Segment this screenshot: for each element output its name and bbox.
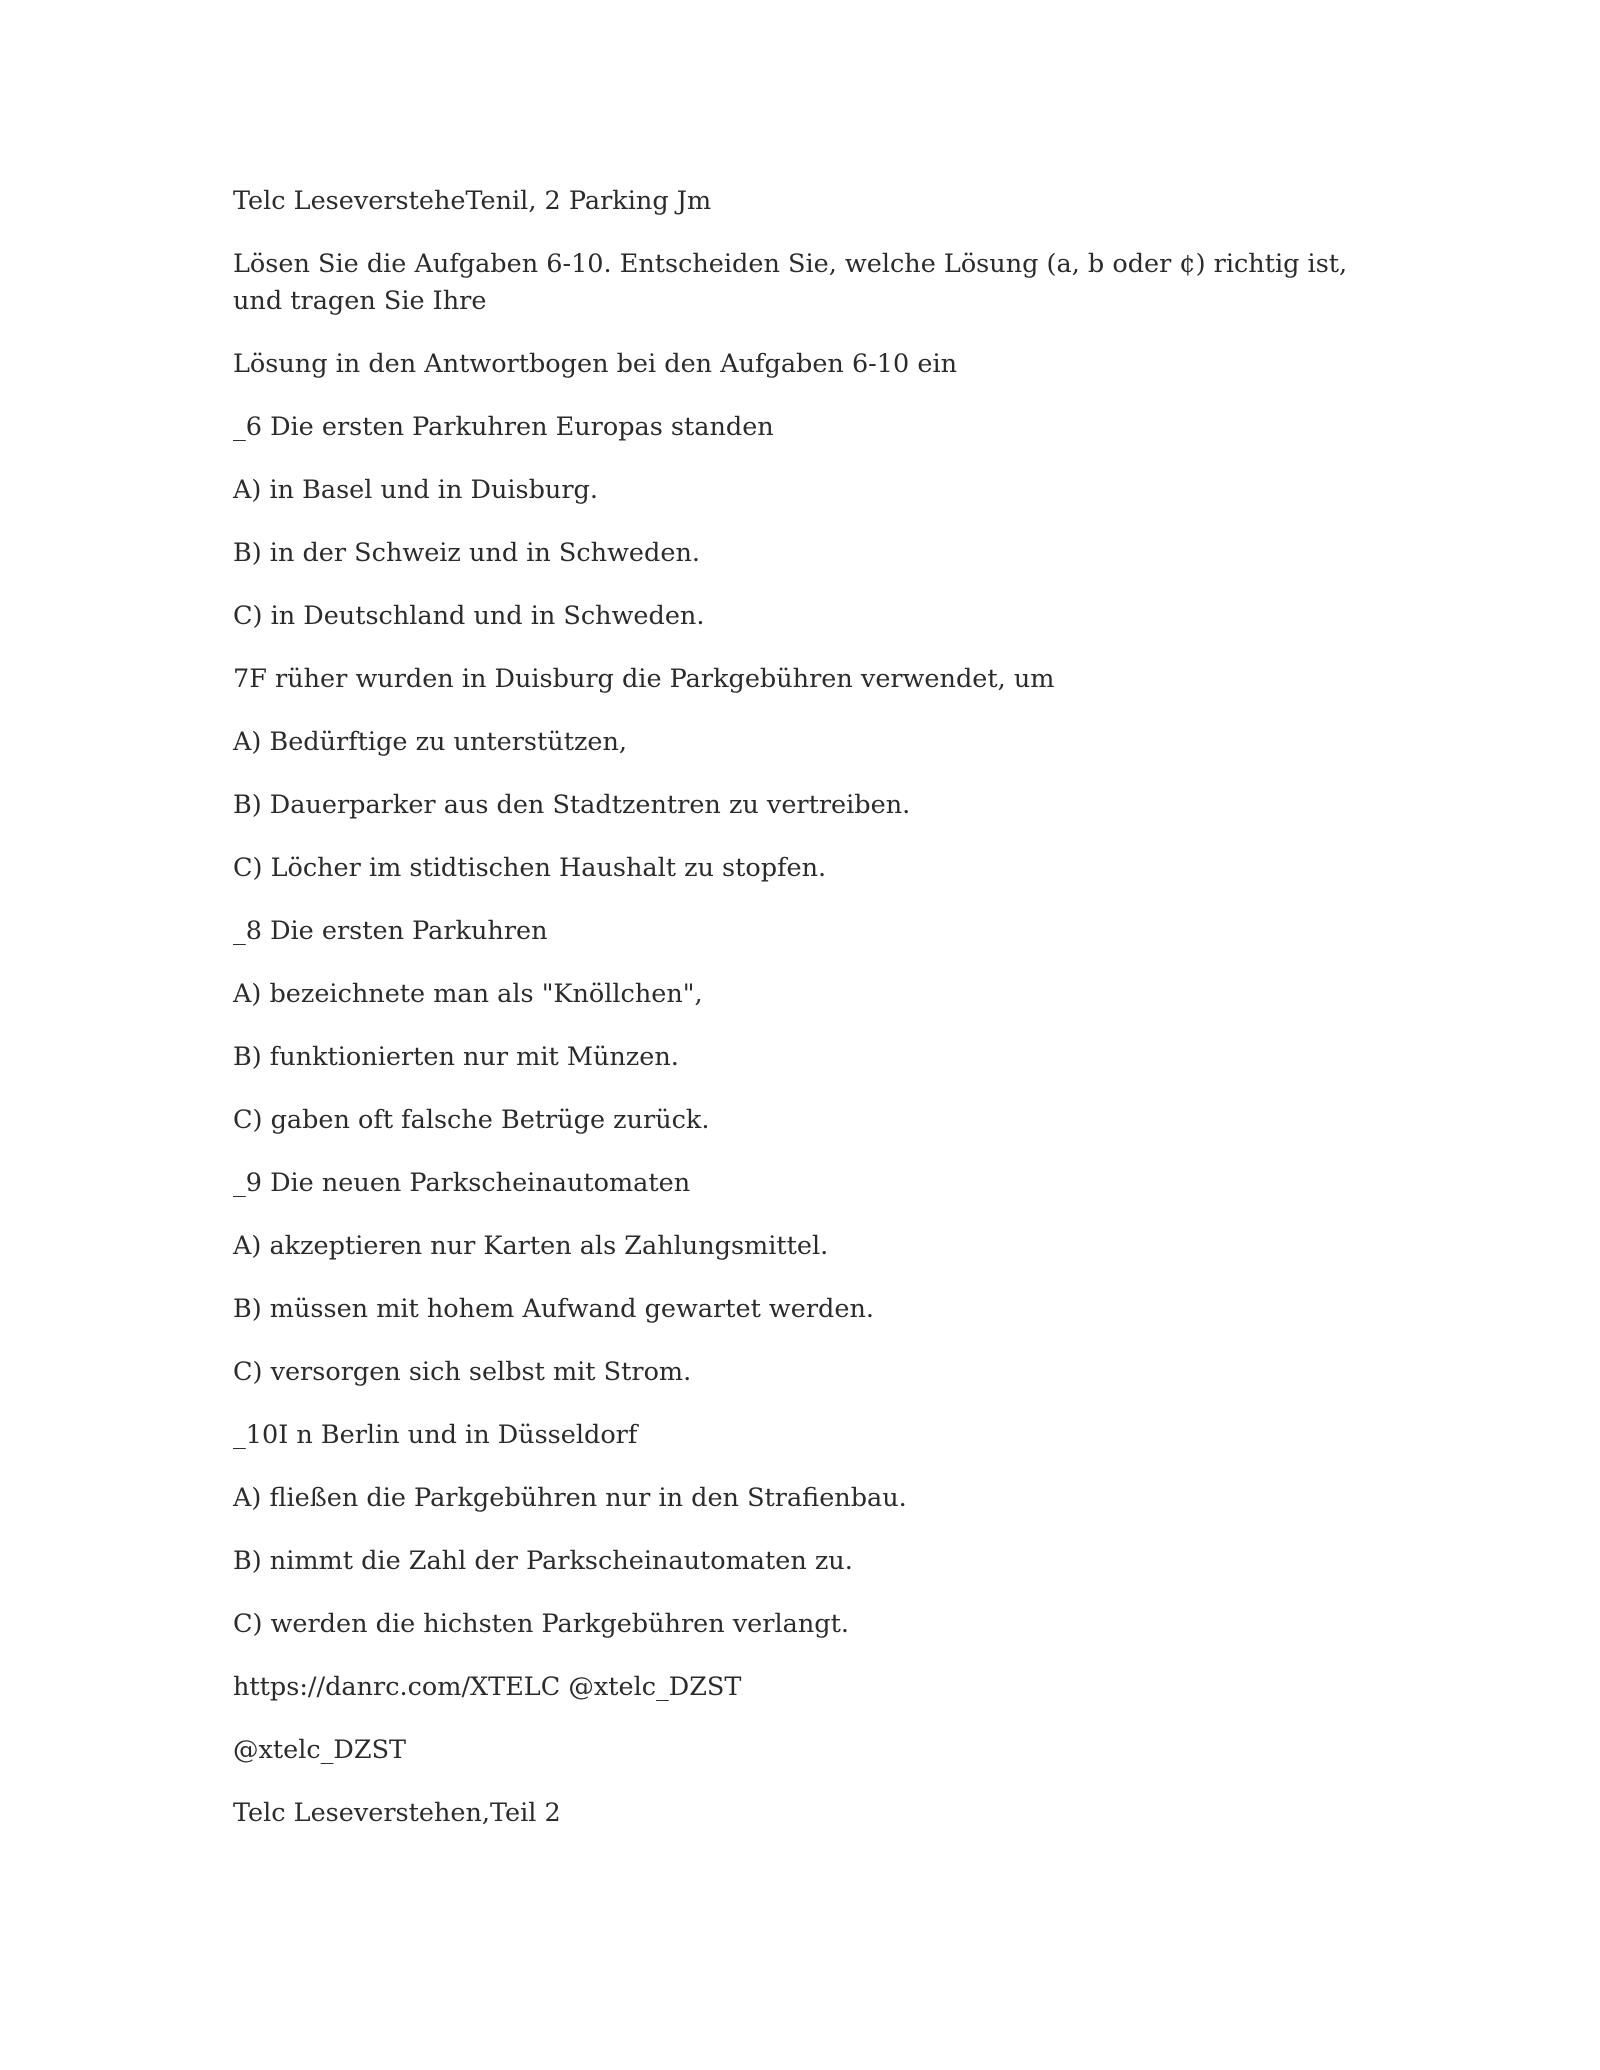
document-header: Telc LeseversteheTenil, 2 Parking Jm — [233, 186, 712, 216]
answer-option: A) fließen die Parkgebühren nur in den Strafienbau. — [233, 1483, 907, 1513]
answer-option: C) gaben oft falsche Betrüge zurück. — [233, 1105, 710, 1135]
question-stem: _8 Die ersten Parkuhren — [233, 916, 548, 946]
answer-option: A) akzeptieren nur Karten als Zahlungsmittel. — [233, 1231, 829, 1261]
footer-title: Telc Leseverstehen,Teil 2 — [233, 1798, 561, 1828]
answer-option: C) werden die hichsten Parkgebühren verlangt. — [233, 1609, 849, 1639]
instruction-paragraph: Lösen Sie die Aufgaben 6-10. Entscheiden Sie, welche Lösung (a, b oder ¢) richtig ist, und tragen Sie Ihre — [233, 249, 1348, 316]
answer-option: C) Löcher im stidtischen Haushalt zu stopfen. — [233, 853, 827, 883]
answer-option: B) funktionierten nur mit Münzen. — [233, 1042, 679, 1072]
question-stem: _10I n Berlin und in Düsseldorf — [233, 1420, 638, 1450]
answer-option: B) müssen mit hohem Aufwand gewartet werden. — [233, 1294, 874, 1324]
source-link-text: https://danrc.com/XTELC @xtelc_DZST — [233, 1672, 742, 1702]
answer-option: C) versorgen sich selbst mit Strom. — [233, 1357, 692, 1387]
answer-option: B) nimmt die Zahl der Parkscheinautomaten zu. — [233, 1546, 853, 1576]
question-stem: _9 Die neuen Parkscheinautomaten — [233, 1168, 691, 1198]
instruction-paragraph: Lösung in den Antwortbogen bei den Aufgaben 6-10 ein — [233, 349, 958, 379]
answer-option: A) in Basel und in Duisburg. — [233, 475, 598, 505]
question-stem: 7F rüher wurden in Duisburg die Parkgebühren verwendet, um — [233, 664, 1055, 694]
answer-option: B) Dauerparker aus den Stadtzentren zu vertreiben. — [233, 790, 911, 820]
answer-option: A) bezeichnete man als "Knöllchen", — [233, 979, 703, 1009]
answer-option: B) in der Schweiz und in Schweden. — [233, 538, 700, 568]
answer-option: A) Bedürftige zu unterstützen, — [233, 727, 627, 757]
handle-text: @xtelc_DZST — [233, 1735, 407, 1765]
question-stem: _6 Die ersten Parkuhren Europas standen — [233, 412, 774, 442]
answer-option: C) in Deutschland und in Schweden. — [233, 601, 705, 631]
